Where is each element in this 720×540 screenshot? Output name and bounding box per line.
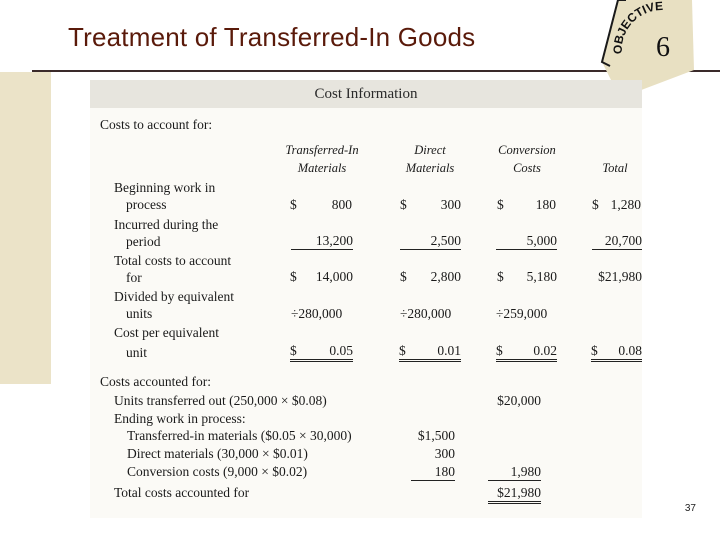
cell-costper-cc: 0.02 [533, 343, 557, 358]
cell-costper-total: 0.08 [618, 343, 642, 358]
cell-total-total: $21,980 [598, 269, 642, 284]
cell-costper-dm-sym: $ [399, 343, 406, 358]
cell-divided-cc: ÷259,000 [496, 306, 548, 321]
cell-beginning-total: 1,280 [610, 197, 641, 212]
cell-costper-dm: 0.01 [437, 343, 461, 358]
objective-number: 6 [656, 32, 670, 63]
slide-title: Treatment of Transferred-In Goods [68, 22, 476, 52]
ending-wip-label: Ending work in process: [114, 411, 246, 426]
col-header-total: Total [602, 161, 628, 175]
ending-ti-label: Transferred-in materials ($0.05 × 30,000) [127, 428, 352, 443]
col-header-direct: Direct Materials [405, 143, 455, 175]
cell-total-cc-sym: $ [497, 269, 504, 284]
total-accounted-value: $21,980 [488, 485, 541, 504]
ending-ti-value: $1,500 [417, 428, 455, 443]
cell-total-ti-sym: $ [290, 269, 297, 284]
cell-beginning-ti: 800 [331, 197, 352, 212]
row-label-cost-per: Cost per equivalent unit [114, 325, 219, 360]
cell-beginning-ti-sym: $ [290, 197, 297, 212]
cell-beginning-dm: 300 [440, 197, 461, 212]
cell-costper-cc-sym: $ [496, 343, 503, 358]
ending-wip-sum: 1,980 [488, 464, 541, 481]
cell-incurred-cc: 5,000 [496, 233, 557, 250]
cell-costper-total-sym: $ [591, 343, 598, 358]
total-accounted-label: Total costs accounted for [114, 485, 250, 500]
cell-total-cc: 5,180 [526, 269, 557, 284]
cell-incurred-total: 20,700 [592, 233, 642, 250]
cell-beginning-dm-sym: $ [400, 197, 407, 212]
cell-beginning-total-sym: $ [592, 197, 599, 212]
ending-cc-label: Conversion costs (9,000 × $0.02) [127, 464, 308, 479]
row-label-incurred: Incurred during the period [114, 217, 219, 249]
row-label-divided: Divided by equivalent units [114, 289, 234, 321]
cell-beginning-cc: 180 [535, 197, 556, 212]
row-label-beginning: Beginning work in process [114, 180, 216, 212]
cell-total-ti: 14,000 [315, 269, 353, 284]
cell-costper-dm-wrap [399, 343, 461, 362]
cell-total-dm-sym: $ [400, 269, 407, 284]
col-header-conversion: Conversion Costs [498, 143, 556, 175]
cell-costper-ti-sym: $ [290, 343, 297, 358]
cell-divided-dm: ÷280,000 [400, 306, 452, 321]
row-label-total-costs: Total costs to account for [114, 253, 232, 285]
ending-dm-label: Direct materials (30,000 × $0.01) [127, 446, 308, 461]
left-decorative-band [0, 72, 51, 384]
units-transferred-out-value: $20,000 [497, 393, 541, 408]
section-costs-to-account: Costs to account for: [100, 117, 213, 132]
cell-divided-ti: ÷280,000 [291, 306, 343, 321]
cell-costper-total-wrap [591, 343, 642, 362]
cell-incurred-ti: 13,200 [291, 233, 353, 250]
ending-cc-value: 180 [411, 464, 455, 481]
section-costs-accounted: Costs accounted for: [100, 374, 211, 389]
cell-beginning-cc-sym: $ [497, 197, 504, 212]
ending-dm-value: 300 [434, 446, 455, 461]
cell-incurred-dm: 2,500 [400, 233, 461, 250]
cell-total-dm: 2,800 [430, 269, 461, 284]
card-header: Cost Information [90, 80, 642, 108]
col-header-transferred-in: Transferred-In Materials [285, 143, 359, 175]
cell-costper-cc-wrap [496, 343, 557, 362]
page-number: 37 [684, 503, 696, 514]
cell-costper-ti: 0.05 [329, 343, 353, 358]
units-transferred-out-label: Units transferred out (250,000 × $0.08) [114, 393, 327, 408]
objective-label: OBJECTIVE [610, 0, 664, 55]
cell-costper-ti-wrap [290, 343, 353, 362]
